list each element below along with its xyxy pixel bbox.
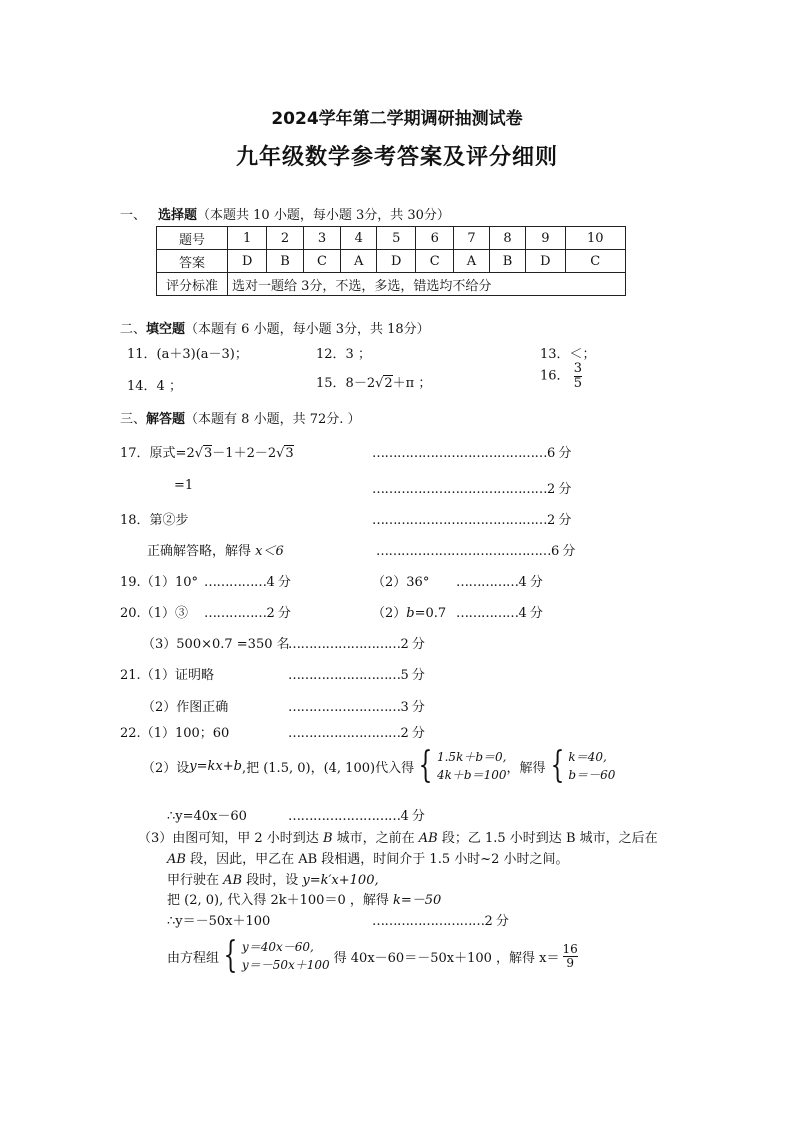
answer-text: ＋π ； <box>392 376 432 391</box>
left-brace-icon: { <box>418 745 433 786</box>
answer-16 <box>540 362 582 390</box>
q22-part3-line5: ∴y＝－50x＋100 <box>167 914 271 929</box>
score: ………………………4 分 <box>288 809 425 824</box>
q19-part2: （2）36° <box>372 575 430 590</box>
answer-11 <box>127 343 248 362</box>
answer-14 <box>127 375 182 394</box>
answer-cell: B <box>489 250 525 273</box>
answer-text: （3）由图可知，甲 2 小时到达 <box>138 831 323 846</box>
answer-text: (a＋3)(a－3)； <box>156 347 248 362</box>
score: ………………………3 分 <box>288 700 425 715</box>
q22-part2-result: ∴y=40x－60 <box>167 809 247 824</box>
sqrt-icon: √ <box>194 446 204 461</box>
radicand: 3 <box>204 446 213 461</box>
section-2-heading <box>120 318 430 337</box>
answer-text: ，解得 <box>506 760 546 776</box>
answer-text: 把 (2, 0), 代入得 2k＋100＝0 ，解得 <box>167 893 393 908</box>
question-number: 17． <box>120 446 150 461</box>
score: ……………2 分 <box>204 606 291 621</box>
score: ……………4 分 <box>456 575 543 590</box>
exam-title: 2024学年第二学期调研抽测试卷 <box>271 109 523 129</box>
score: ………………………2 分 <box>288 637 425 652</box>
denominator: 5 <box>573 375 582 391</box>
q19-part1 <box>120 571 198 590</box>
scoring-standard: 选对一题给 3分，不选，多选，错选均不给分 <box>228 273 626 296</box>
q18-line1 <box>120 509 189 528</box>
question-number: 22. <box>120 726 141 741</box>
answer-text: 由方程组 <box>167 950 220 966</box>
answer-text: 原式=2 <box>149 446 195 461</box>
score: ……………4 分 <box>204 575 291 590</box>
question-number: 18． <box>120 513 150 528</box>
equation: y＝40x－60, <box>241 940 314 954</box>
question-number: 10 <box>565 227 626 250</box>
answer-text: 段；乙 1.5 小时到达 B 城市，之后在 <box>437 831 658 846</box>
answer-text: 3 ； <box>345 347 371 362</box>
question-number: 12． <box>316 347 346 362</box>
solution-system <box>568 748 615 784</box>
answer-table <box>156 226 626 296</box>
question-number: 8 <box>489 227 525 250</box>
question-number: 2 <box>267 227 303 250</box>
answer-text: 段，因此，甲乙在 AB 段相遇，时间介于 1.5 小时~2 小时之间。 <box>185 852 569 867</box>
numerator: 3 <box>573 361 582 376</box>
q22-part3-line1 <box>138 827 658 846</box>
answer-15 <box>316 372 431 391</box>
q22-part3-line4 <box>167 889 441 908</box>
section-note: （本题共 10 小题，每小题 3分，共 30分） <box>197 208 450 223</box>
section-title: 选择题 <box>158 208 198 223</box>
sqrt-icon: √ <box>375 376 384 391</box>
section-3-heading <box>120 408 361 427</box>
equation: y＝－50x＋100 <box>241 958 330 972</box>
question-number: 19. <box>120 575 141 590</box>
section-title: 解答题 <box>146 412 186 427</box>
answer-text: 正确解答略，解得 <box>147 544 256 559</box>
answer-cell: D <box>526 250 565 273</box>
answer-cell: C <box>416 250 454 273</box>
q22-part2 <box>142 745 616 786</box>
answer-text: 甲行驶在 <box>167 873 224 888</box>
answer-math: y=k′x+100, <box>302 873 379 888</box>
numerator: 16 <box>562 941 578 956</box>
q21-part1 <box>120 664 214 683</box>
q18-line2 <box>147 540 284 559</box>
answer-text: （1）10° <box>140 575 199 590</box>
answer-text: 第②步 <box>149 513 189 528</box>
q17-line2: =1 <box>174 478 194 493</box>
score: ……………4 分 <box>456 606 543 621</box>
question-number: 1 <box>228 227 267 250</box>
question-number: 3 <box>303 227 341 250</box>
equation-system <box>242 938 330 974</box>
question-number: 5 <box>377 227 416 250</box>
score: ………………………2 分 <box>288 726 425 741</box>
question-number: 9 <box>526 227 565 250</box>
table-row <box>157 250 626 273</box>
answer-text: （2）设 <box>142 760 190 776</box>
answer-math: AB <box>223 873 243 888</box>
answer-text: （2） <box>372 606 407 621</box>
equation: 4k＋b＝100 <box>436 768 507 782</box>
answer-text: =0.7 <box>414 606 447 621</box>
question-number: 15． <box>316 376 346 391</box>
question-number: 11． <box>127 347 157 362</box>
answer-text: （1）③ <box>140 606 188 621</box>
answer-cell: D <box>377 250 416 273</box>
section-note: （本题有 8 小题，共 72分. ） <box>185 412 361 427</box>
answer-key-title: 九年级数学参考答案及评分细则 <box>235 145 558 170</box>
question-number: 7 <box>454 227 490 250</box>
section-number: 三、 <box>120 412 147 427</box>
answer-text: －1＋2－2 <box>212 446 277 461</box>
answer-text: （1）证明略 <box>140 668 214 683</box>
answer-cell: C <box>303 250 341 273</box>
answer-cell: B <box>267 250 303 273</box>
answer-math: b <box>406 606 415 621</box>
answer-cell: A <box>454 250 490 273</box>
fraction <box>574 362 582 390</box>
answer-math: B <box>322 831 333 846</box>
left-brace-icon: { <box>223 935 238 976</box>
score: ………………………5 分 <box>288 668 425 683</box>
q22-part3-line3 <box>167 869 379 888</box>
sqrt-icon: √ <box>276 446 285 461</box>
radicand: 2 <box>384 376 393 391</box>
answer-text: 城市，之前在 <box>332 831 419 846</box>
left-brace-icon: { <box>550 745 564 786</box>
question-number: 13． <box>540 347 570 362</box>
answer-math: AB <box>418 831 438 846</box>
question-number: 4 <box>341 227 377 250</box>
question-number: 6 <box>416 227 454 250</box>
answer-text: 4 ； <box>156 379 182 394</box>
q22-part3-line2 <box>167 848 569 867</box>
row-label: 题号 <box>157 227 228 250</box>
q20-part1 <box>120 602 188 621</box>
answer-math: k=－50 <box>392 893 442 908</box>
q21-part2: （2）作图正确 <box>142 700 229 715</box>
section-number: 一、 <box>120 208 147 223</box>
section-1-heading <box>120 204 450 223</box>
question-number: 14． <box>127 379 157 394</box>
question-number: 20. <box>120 606 141 621</box>
answer-text: 得 40x－60＝－50x＋100 ，解得 x＝ <box>333 950 560 966</box>
row-label: 答案 <box>157 250 228 273</box>
q22-part1 <box>120 722 229 741</box>
fraction <box>563 943 578 969</box>
radicand: 3 <box>285 446 294 461</box>
answer-math: y=kx+b <box>189 758 242 774</box>
score: ……………………………………2 分 <box>372 513 571 528</box>
answer-text: ,把 (1.5, 0)，(4, 100)代入得 <box>241 760 415 776</box>
section-number: 二、 <box>120 322 147 337</box>
score: ……………………………………2 分 <box>372 482 571 497</box>
answer-cell: D <box>228 250 267 273</box>
equation: k＝40, <box>568 750 607 764</box>
table-row <box>157 227 626 250</box>
answer-text: ＜； <box>569 347 596 362</box>
row-label: 评分标准 <box>157 273 228 296</box>
answer-cell: C <box>565 250 626 273</box>
table-row <box>157 273 626 296</box>
answer-12 <box>316 343 371 362</box>
section-title: 填空题 <box>146 322 186 337</box>
denominator: 9 <box>566 955 574 970</box>
answer-math: AB <box>167 852 186 867</box>
equation: 1.5k＋b＝0, <box>436 750 507 764</box>
question-number: 21. <box>120 668 141 683</box>
answer-math: x＜6 <box>255 544 284 559</box>
score: ………………………2 分 <box>372 914 509 929</box>
equation-system <box>437 748 507 784</box>
answer-text: 段时，设 <box>242 873 303 888</box>
answer-cell: A <box>341 250 377 273</box>
score: ……………………………………6 分 <box>372 446 571 461</box>
question-number: 16． <box>540 368 570 384</box>
answer-text: （1）100；60 <box>140 726 230 741</box>
q17-line1 <box>120 442 294 461</box>
answer-13 <box>540 343 596 362</box>
answer-text: 8－2 <box>345 376 376 391</box>
q20-part3: （3）500×0.7 =350 名 <box>142 637 290 652</box>
equation: b＝－60 <box>568 768 616 782</box>
score: ……………………………………6 分 <box>376 544 575 559</box>
section-note: （本题有 6 小题，每小题 3分，共 18分） <box>185 322 430 337</box>
q20-part2 <box>372 602 446 621</box>
q22-part3-line6 <box>167 935 578 976</box>
